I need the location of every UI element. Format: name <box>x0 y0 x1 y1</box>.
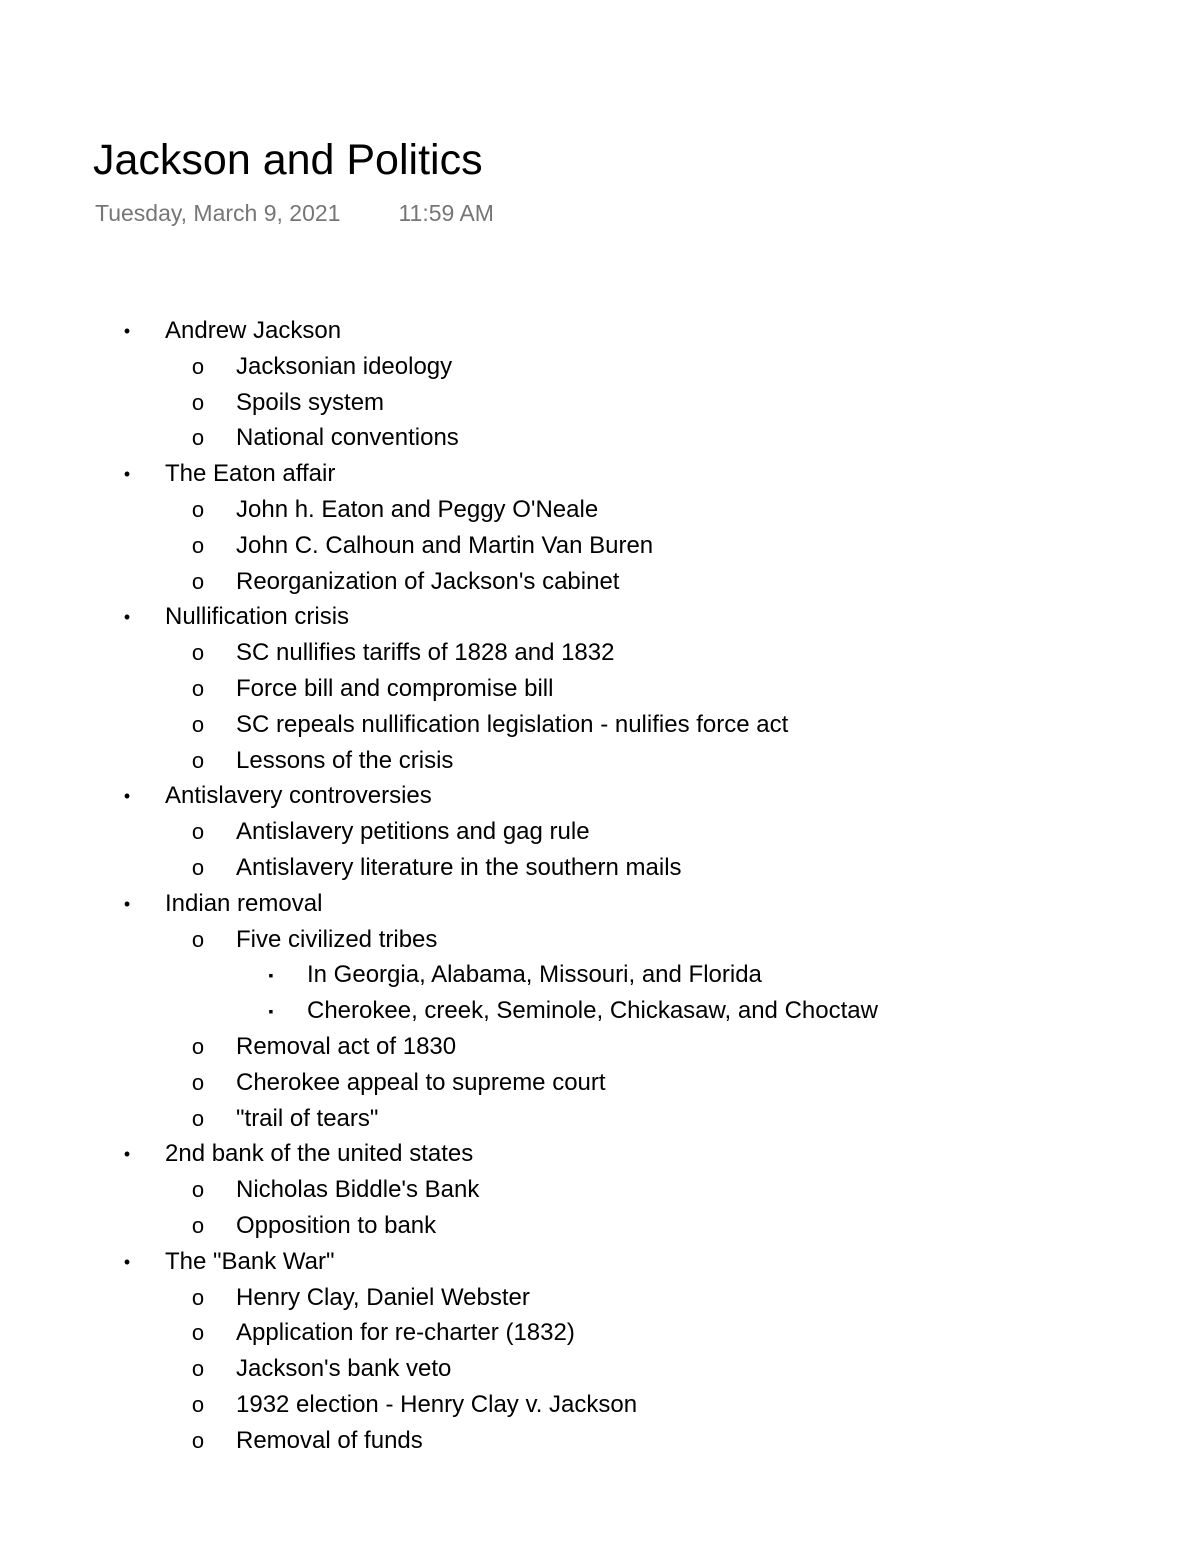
outline-item-text: Force bill and compromise bill <box>236 675 554 702</box>
circle-bullet-icon: o <box>191 1105 205 1131</box>
outline-item-level-2 <box>0 1423 1200 1459</box>
outline-item-level-3 <box>0 957 1200 993</box>
outline-item-text: Lessons of the crisis <box>236 746 454 774</box>
outline-item-text: Antislavery petitions and gag rule <box>236 818 590 846</box>
outline-item-level-2 <box>0 564 1200 600</box>
outline-item-level-2 <box>0 1172 1200 1208</box>
outline-item-level-2 <box>0 707 1200 743</box>
circle-bullet-icon: o <box>191 1069 205 1095</box>
outline-item-text: Jackson's bank veto <box>236 1355 452 1383</box>
note-date: Tuesday, March 9, 2021 <box>95 200 341 226</box>
outline-item-text: Opposition to bank <box>236 1212 437 1239</box>
circle-bullet-icon: o <box>191 926 205 952</box>
circle-bullet-icon: o <box>191 819 205 845</box>
outline-item-text: Indian removal <box>165 889 323 917</box>
outline-item-text: SC repeals nullification legislation - nulifies force act <box>236 710 789 738</box>
bullet-icon: • <box>123 607 131 628</box>
circle-bullet-icon: o <box>191 1356 205 1382</box>
outline-item-text: John h. Eaton and Peggy O'Neale <box>236 496 599 523</box>
outline-item-level-1 <box>0 313 1200 349</box>
outline-item-level-2 <box>0 1387 1200 1423</box>
outline-item-text: Jacksonian ideology <box>236 352 453 380</box>
outline-item-level-2 <box>0 743 1200 779</box>
outline-item-text: Removal act of 1830 <box>236 1033 457 1060</box>
outline-item-level-1 <box>0 599 1200 635</box>
outline-item-text: National conventions <box>236 424 459 452</box>
circle-bullet-icon: o <box>191 676 205 701</box>
circle-bullet-icon: o <box>191 747 205 773</box>
outline-item-level-2 <box>0 1065 1200 1101</box>
bullet-icon: • <box>123 786 131 807</box>
outline-item-text: Reorganization of Jackson's cabinet <box>236 567 620 595</box>
outline-item-text: Antislavery controversies <box>165 782 432 810</box>
circle-bullet-icon: o <box>191 855 205 880</box>
bullet-icon: • <box>123 464 131 485</box>
outline-item-text: Spoils system <box>236 388 385 416</box>
outline-item-level-2 <box>0 671 1200 707</box>
outline-item-level-2 <box>0 492 1200 528</box>
outline-item-level-2 <box>0 1029 1200 1065</box>
outline-item-level-2 <box>0 1101 1200 1137</box>
outline-item-level-2 <box>0 385 1200 421</box>
outline-item-level-2 <box>0 850 1200 886</box>
outline-item-text: Cherokee, creek, Seminole, Chickasaw, and Choctaw <box>307 997 878 1025</box>
outline-item-level-1 <box>0 778 1200 814</box>
bullet-icon: • <box>123 321 131 341</box>
square-bullet-icon: ▪ <box>268 1003 274 1020</box>
circle-bullet-icon: o <box>191 353 205 379</box>
square-bullet-icon: ▪ <box>268 967 274 984</box>
circle-bullet-icon: o <box>191 532 205 558</box>
outline-item-text: 2nd bank of the united states <box>165 1140 474 1168</box>
bullet-icon: • <box>123 893 131 914</box>
outline-item-level-1 <box>0 456 1200 492</box>
bullet-outline <box>0 313 1200 1454</box>
outline-item-text: Antislavery literature in the southern mails <box>236 854 682 881</box>
outline-item-level-2 <box>0 922 1200 958</box>
circle-bullet-icon: o <box>191 1177 205 1203</box>
outline-item-text: Five civilized tribes <box>236 925 438 953</box>
outline-item-text: Application for re-charter (1832) <box>236 1319 575 1347</box>
bullet-icon: • <box>123 1251 131 1272</box>
outline-item-level-2 <box>0 814 1200 850</box>
page-title: Jackson and Politics <box>93 136 483 184</box>
outline-item-text: Andrew Jackson <box>165 317 342 344</box>
circle-bullet-icon: o <box>191 640 205 666</box>
circle-bullet-icon: o <box>191 1284 205 1310</box>
circle-bullet-icon: o <box>191 568 205 594</box>
outline-item-level-2 <box>0 1351 1200 1387</box>
outline-item-level-2 <box>0 349 1200 385</box>
outline-item-text: SC nullifies tariffs of 1828 and 1832 <box>236 639 615 667</box>
circle-bullet-icon: o <box>191 1034 205 1059</box>
outline-item-level-2 <box>0 635 1200 671</box>
note-timestamp <box>95 198 494 228</box>
outline-item-text: "trail of tears" <box>236 1104 379 1132</box>
outline-item-text: Henry Clay, Daniel Webster <box>236 1283 530 1311</box>
circle-bullet-icon: o <box>191 1320 205 1346</box>
note-time: 11:59 AM <box>398 200 494 226</box>
outline-item-level-1 <box>0 886 1200 922</box>
circle-bullet-icon: o <box>191 1427 205 1453</box>
circle-bullet-icon: o <box>191 1213 205 1238</box>
outline-item-text: Cherokee appeal to supreme court <box>236 1068 606 1096</box>
outline-item-level-2 <box>0 1315 1200 1351</box>
outline-item-level-2 <box>0 1280 1200 1316</box>
outline-item-level-2 <box>0 528 1200 564</box>
outline-item-text: The "Bank War" <box>165 1247 335 1275</box>
outline-item-level-2 <box>0 420 1200 456</box>
outline-item-text: Nullification crisis <box>165 603 350 631</box>
outline-item-level-1 <box>0 1136 1200 1172</box>
circle-bullet-icon: o <box>191 497 205 522</box>
circle-bullet-icon: o <box>191 425 205 451</box>
outline-item-text: 1932 election - Henry Clay v. Jackson <box>236 1391 638 1418</box>
outline-item-level-1 <box>0 1244 1200 1280</box>
outline-item-text: Removal of funds <box>236 1426 423 1454</box>
outline-item-text: The Eaton affair <box>165 460 336 488</box>
outline-item-level-2 <box>0 1208 1200 1244</box>
outline-item-text: Nicholas Biddle's Bank <box>236 1176 480 1204</box>
outline-item-text: In Georgia, Alabama, Missouri, and Florida <box>307 961 762 989</box>
outline-item-level-3 <box>0 993 1200 1029</box>
outline-item-text: John C. Calhoun and Martin Van Buren <box>236 531 654 559</box>
circle-bullet-icon: o <box>191 389 205 415</box>
circle-bullet-icon: o <box>191 1392 205 1417</box>
bullet-icon: • <box>123 1144 131 1165</box>
circle-bullet-icon: o <box>191 711 205 737</box>
